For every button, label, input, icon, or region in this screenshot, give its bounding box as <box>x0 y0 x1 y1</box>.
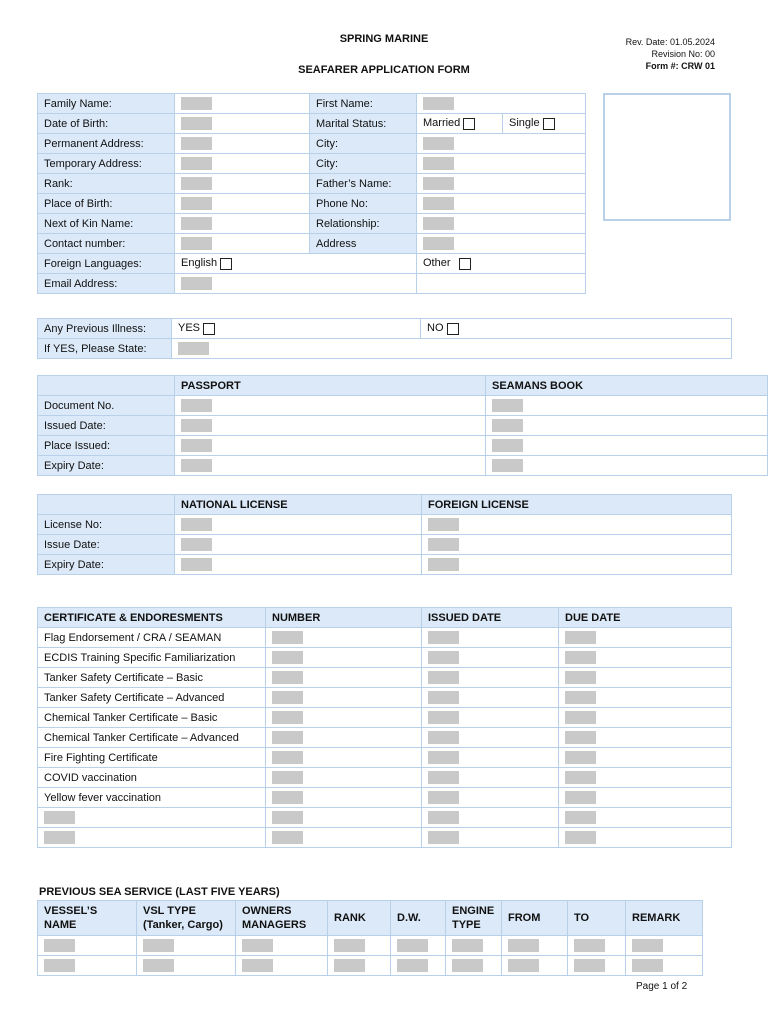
cert-issued-field[interactable] <box>422 688 559 708</box>
certificate-name: Tanker Safety Certificate – Advanced <box>38 688 266 708</box>
relationship-label: Relationship: <box>310 214 417 234</box>
cert-issued-field[interactable] <box>422 788 559 808</box>
rank-field[interactable] <box>328 936 391 956</box>
foreign-languages-label: Foreign Languages: <box>38 254 175 274</box>
illness-no-option[interactable] <box>421 319 732 339</box>
cert-issued-field[interactable] <box>422 808 559 828</box>
dw-header: D.W. <box>391 901 446 936</box>
address-label: Address <box>310 234 417 254</box>
marital-status-label: Marital Status: <box>310 114 417 134</box>
form-title: SEAFARER APPLICATION FORM <box>298 64 470 76</box>
previous-illness-label: Any Previous Illness: <box>38 319 172 339</box>
passport-field[interactable] <box>175 456 486 476</box>
first-name-field[interactable] <box>417 94 586 114</box>
temporary-address-field[interactable] <box>175 154 310 174</box>
personal-details-table <box>37 93 586 294</box>
family-name-label: Family Name: <box>38 94 175 114</box>
national-license-field[interactable] <box>175 555 422 575</box>
next-of-kin-field[interactable] <box>175 214 310 234</box>
passport-field[interactable] <box>175 436 486 456</box>
license-no-label: License No: <box>38 515 175 535</box>
page-number: Page 1 of 2 <box>636 981 688 992</box>
rev-date: Rev. Date: 01.05.2024 <box>625 37 715 47</box>
remark-field[interactable] <box>626 936 703 956</box>
other-option[interactable] <box>417 254 586 274</box>
photo-box[interactable] <box>603 93 731 221</box>
engine-type-field[interactable] <box>446 936 502 956</box>
certificate-name: COVID vaccination <box>38 768 266 788</box>
number-header: NUMBER <box>266 608 422 628</box>
contact-number-field[interactable] <box>175 234 310 254</box>
foreign-license-field[interactable] <box>422 535 732 555</box>
yes-checkbox[interactable] <box>203 323 215 335</box>
fathers-name-label: Father’s Name: <box>310 174 417 194</box>
to-field[interactable] <box>568 936 626 956</box>
to-field[interactable] <box>568 956 626 976</box>
permanent-address-label: Permanent Address: <box>38 134 175 154</box>
national-license-header: NATIONAL LICENSE <box>175 495 422 515</box>
english-checkbox[interactable] <box>220 258 232 270</box>
seamans-book-field[interactable] <box>486 456 768 476</box>
other-checkbox[interactable] <box>459 258 471 270</box>
certificate-name: Chemical Tanker Certificate – Advanced <box>38 728 266 748</box>
from-field[interactable] <box>502 956 568 976</box>
vsl-type-field[interactable] <box>137 936 236 956</box>
foreign-license-field[interactable] <box>422 515 732 535</box>
cert-number-field[interactable] <box>266 688 422 708</box>
cert-due-field[interactable] <box>559 628 732 648</box>
cert-due-field[interactable] <box>559 788 732 808</box>
expiry-date-label: Expiry Date: <box>38 456 175 476</box>
due-date-header: DUE DATE <box>559 608 732 628</box>
seamans-book-field[interactable] <box>486 396 768 416</box>
temporary-address-label: Temporary Address: <box>38 154 175 174</box>
cert-due-field[interactable] <box>559 688 732 708</box>
single-label: Single <box>509 117 540 130</box>
single-checkbox[interactable] <box>543 118 555 130</box>
certificate-name: Chemical Tanker Certificate – Basic <box>38 708 266 728</box>
cert-due-field[interactable] <box>559 808 732 828</box>
relationship-field[interactable] <box>417 214 586 234</box>
national-license-field[interactable] <box>175 535 422 555</box>
expiry-date-label: Expiry Date: <box>38 555 175 575</box>
place-of-birth-label: Place of Birth: <box>38 194 175 214</box>
first-name-label: First Name: <box>310 94 417 114</box>
cert-number-field[interactable] <box>266 728 422 748</box>
cert-issued-field[interactable] <box>422 708 559 728</box>
certificate-name: Flag Endorsement / CRA / SEAMAN <box>38 628 266 648</box>
seamans-book-header: SEAMANS BOOK <box>486 376 768 396</box>
certificates-table <box>37 607 732 848</box>
email-label: Email Address: <box>38 274 175 294</box>
foreign-license-field[interactable] <box>422 555 732 575</box>
cert-due-field[interactable] <box>559 668 732 688</box>
city-field[interactable] <box>417 154 586 174</box>
phone-no-field[interactable] <box>417 194 586 214</box>
no-label: NO <box>427 322 444 335</box>
certificate-name: ECDIS Training Specific Familiarization <box>38 648 266 668</box>
documents-table <box>37 375 768 476</box>
passport-field[interactable] <box>175 416 486 436</box>
company-name: SPRING MARINE <box>339 33 429 45</box>
vessel-name-field[interactable] <box>38 956 137 976</box>
english-label: English <box>181 257 218 270</box>
yes-label: YES <box>178 322 201 335</box>
cert-number-field[interactable] <box>266 628 422 648</box>
cert-due-field[interactable] <box>559 728 732 748</box>
cert-number-field[interactable] <box>266 708 422 728</box>
passport-header: PASSPORT <box>175 376 486 396</box>
sea-service-title: PREVIOUS SEA SERVICE (LAST FIVE YEARS) <box>39 886 280 898</box>
other-label: Other <box>423 257 451 270</box>
dw-field[interactable] <box>391 956 446 976</box>
document-no-label: Document No. <box>38 396 175 416</box>
cert-issued-field[interactable] <box>422 748 559 768</box>
cert-issued-field[interactable] <box>422 728 559 748</box>
address-field[interactable] <box>417 234 586 254</box>
phone-no-label: Phone No: <box>310 194 417 214</box>
form-number: Form #: CRW 01 <box>645 61 715 71</box>
foreign-license-header: FOREIGN LICENSE <box>422 495 732 515</box>
cert-number-field[interactable] <box>266 788 422 808</box>
permanent-address-field[interactable] <box>175 134 310 154</box>
dob-field[interactable] <box>175 114 310 134</box>
revision-block <box>626 36 715 72</box>
documents-header-blank <box>38 376 175 396</box>
next-of-kin-label: Next of Kin Name: <box>38 214 175 234</box>
issued-date-header: ISSUED DATE <box>422 608 559 628</box>
family-name-field[interactable] <box>175 94 310 114</box>
from-field[interactable] <box>502 936 568 956</box>
remark-field[interactable] <box>626 956 703 976</box>
married-option[interactable] <box>417 114 503 134</box>
no-checkbox[interactable] <box>447 323 459 335</box>
if-yes-label: If YES, Please State: <box>38 339 172 359</box>
cert-due-field[interactable] <box>559 708 732 728</box>
remark-header: REMARK <box>626 901 703 936</box>
owners-managers-header: OWNERS MANAGERS <box>236 901 328 936</box>
cert-number-field[interactable] <box>266 768 422 788</box>
place-of-birth-field[interactable] <box>175 194 310 214</box>
vsl-type-header: VSL TYPE (Tanker, Cargo) <box>137 901 236 936</box>
vessel-name-header: VESSEL’S NAME <box>38 901 137 936</box>
fathers-name-field[interactable] <box>417 174 586 194</box>
cert-number-field[interactable] <box>266 668 422 688</box>
rank-field[interactable] <box>175 174 310 194</box>
cert-number-field[interactable] <box>266 648 422 668</box>
engine-type-field[interactable] <box>446 956 502 976</box>
cert-issued-field[interactable] <box>422 648 559 668</box>
cert-number-field[interactable] <box>266 748 422 768</box>
issued-date-label: Issued Date: <box>38 416 175 436</box>
certificate-name: Tanker Safety Certificate – Basic <box>38 668 266 688</box>
cert-due-field[interactable] <box>559 648 732 668</box>
cert-number-field[interactable] <box>266 808 422 828</box>
licenses-table <box>37 494 732 575</box>
owners-managers-field[interactable] <box>236 936 328 956</box>
cert-due-field[interactable] <box>559 768 732 788</box>
married-label: Married <box>423 117 461 130</box>
cert-issued-field[interactable] <box>422 668 559 688</box>
rank-field[interactable] <box>328 956 391 976</box>
contact-number-label: Contact number: <box>38 234 175 254</box>
issue-date-label: Issue Date: <box>38 535 175 555</box>
rank-label: Rank: <box>38 174 175 194</box>
certificate-header: CERTIFICATE & ENDORESMENTS <box>38 608 266 628</box>
cert-due-field[interactable] <box>559 748 732 768</box>
dob-label: Date of Birth: <box>38 114 175 134</box>
city-label: City: <box>310 134 417 154</box>
cert-issued-field[interactable] <box>422 828 559 848</box>
owners-managers-field[interactable] <box>236 956 328 976</box>
national-license-field[interactable] <box>175 515 422 535</box>
english-option[interactable] <box>175 254 417 274</box>
married-checkbox[interactable] <box>463 118 475 130</box>
cert-issued-field[interactable] <box>422 768 559 788</box>
email-field[interactable] <box>175 274 417 294</box>
rank-header: RANK <box>328 901 391 936</box>
illness-table <box>37 318 732 359</box>
vessel-name-field[interactable] <box>38 936 137 956</box>
to-header: TO <box>568 901 626 936</box>
seamans-book-field[interactable] <box>486 436 768 456</box>
passport-field[interactable] <box>175 396 486 416</box>
certificate-name-field[interactable] <box>38 828 266 848</box>
city-field[interactable] <box>417 134 586 154</box>
sea-service-table <box>37 900 703 976</box>
dw-field[interactable] <box>391 936 446 956</box>
vsl-type-field[interactable] <box>137 956 236 976</box>
city-label: City: <box>310 154 417 174</box>
place-issued-label: Place Issued: <box>38 436 175 456</box>
email-extra-cell <box>417 274 586 294</box>
certificate-name: Yellow fever vaccination <box>38 788 266 808</box>
from-header: FROM <box>502 901 568 936</box>
licenses-header-blank <box>38 495 175 515</box>
if-yes-field[interactable] <box>172 339 732 359</box>
cert-due-field[interactable] <box>559 828 732 848</box>
cert-number-field[interactable] <box>266 828 422 848</box>
certificate-name-field[interactable] <box>38 808 266 828</box>
single-option[interactable] <box>503 114 586 134</box>
certificate-name: Fire Fighting Certificate <box>38 748 266 768</box>
illness-yes-option[interactable] <box>172 319 421 339</box>
cert-issued-field[interactable] <box>422 628 559 648</box>
seamans-book-field[interactable] <box>486 416 768 436</box>
revision-no: Revision No: 00 <box>651 49 715 59</box>
engine-type-header: ENGINE TYPE <box>446 901 502 936</box>
